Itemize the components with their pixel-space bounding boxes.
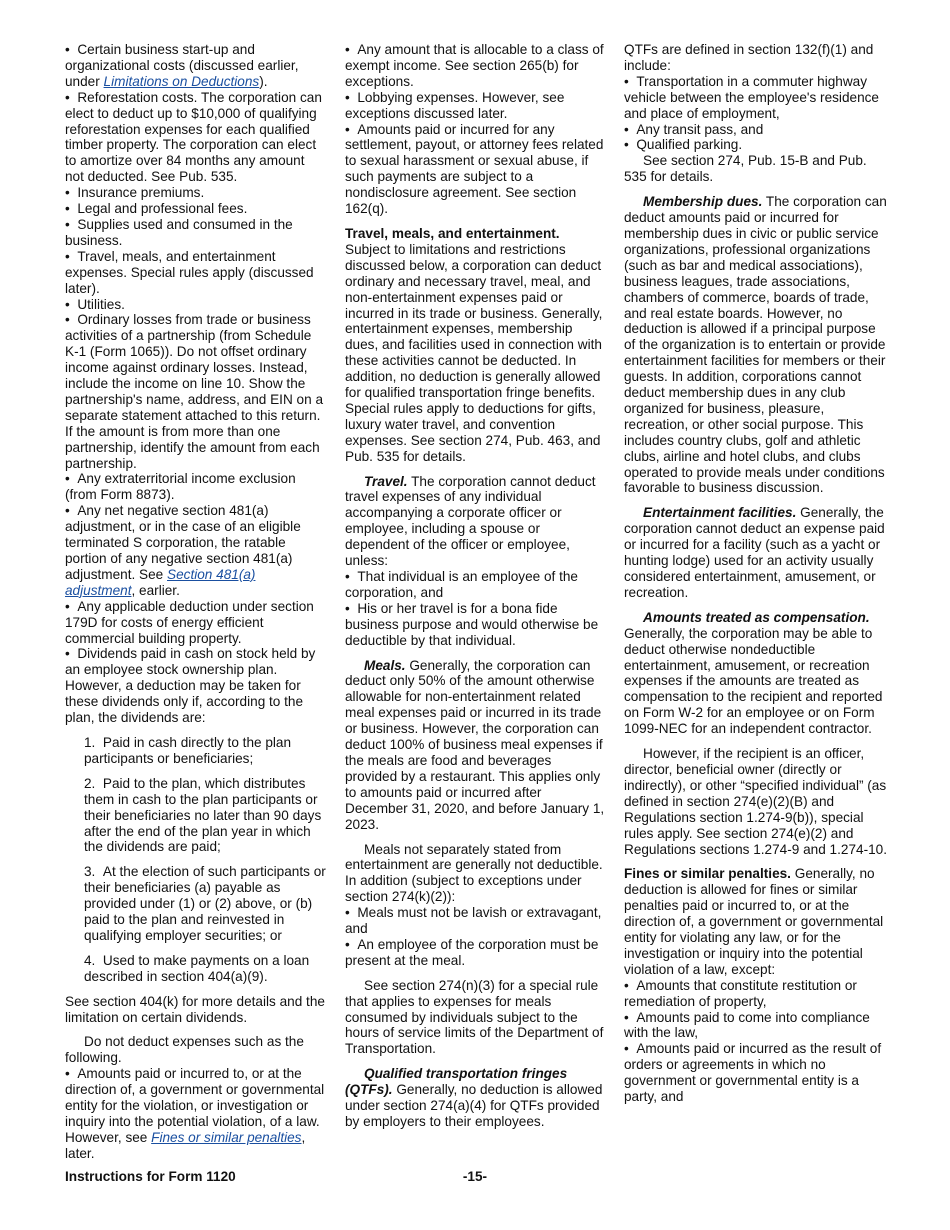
list-item: • Any amount that is allocable to a class of exempt income. See section 265(b) for exceptions. [345, 42, 607, 90]
numbered-item: 2. Paid to the plan, which distributes them in cash to the plan participants or their beneficiaries no later than 90 days after the end of the plan year in which the dividends are paid; [84, 775, 322, 855]
paragraph: QTFs are defined in section 132(f)(1) and include: [624, 42, 874, 73]
numbered-item: 3. At the election of such participants or their beneficiaries (a) payable as provided under (1) or (2) above, or (b) paid to the plan and reinvested in qualifying employer securities; or [84, 864, 326, 943]
list-item: • Certain business start-up and organizational costs (discussed earlier, under Limitations on Deductions). [65, 42, 327, 90]
list-item: • Amounts paid or incurred as the result of orders or agreements in which no government or governmental entity is a party, and [624, 1041, 888, 1105]
paragraph: See section 274(n)(3) for a special rule that applies to expenses for meals consumed by individuals subject to the hours of service limits of the Department of Transportation. [345, 977, 604, 1057]
list-item: • Amounts paid or incurred to, or at the direction of, a government or governmental entity for the violation, or investigation or inquiry into the potential violation, of a law. However, see Fines or similar penalties, later. [65, 1066, 327, 1161]
paragraph: Fines or similar penalties. Generally, no deduction is allowed for fines or similar penalties paid or incurred to, or at the direction of, a government or governmental entity for violating any law, or for the investigation or inquiry into the potential violation of a law, except: [624, 866, 884, 977]
list-item: • Transportation in a commuter highway vehicle between the employee's residence and place of employment, [624, 74, 888, 122]
list-item: • Amounts that constitute restitution or remediation of property, [624, 978, 888, 1010]
paragraph: Qualified transportation fringes (QTFs). Generally, no deduction is allowed under section 274(a)(4) for QTFs provided by employers to their employees. [345, 1066, 603, 1129]
page-number: -15- [462, 1169, 488, 1184]
list-item: • Legal and professional fees. [65, 201, 327, 217]
list-item: • An employee of the corporation must be present at the meal. [345, 937, 607, 969]
section-heading: Travel, meals, and entertainment. [345, 225, 560, 241]
list-item: • Amounts paid or incurred for any settlement, payout, or attorney fees related to sexual harassment or sexual abuse, if such payments are subject to a nondisclosure agreement. See section 162(q). [345, 122, 607, 217]
footer-title: Instructions for Form 1120 [65, 1169, 236, 1184]
list-item: • Any extraterritorial income exclusion (from Form 8873). [65, 471, 327, 503]
numbered-item: 4. Used to make payments on a loan described in section 404(a)(9). [84, 952, 310, 984]
section-heading: Amounts treated as compensation. [643, 609, 870, 625]
paragraph: Meals not separately stated from entertainment are generally not deductible. In addition (subject to exceptions under section 274(k)(2)): [345, 841, 603, 905]
list-item: • Any transit pass, and [624, 122, 888, 138]
list-item: • Reforestation costs. The corporation can elect to deduct up to $10,000 of qualifying reforestation expenses for each qualified timber property. The corporation can elect to amortize over 84 months any amount not deducted. See Pub. 535. [65, 90, 327, 185]
list-item: • Supplies used and consumed in the business. [65, 217, 327, 249]
list-item: • Any applicable deduction under section 179D for costs of energy efficient commercial building property. [65, 599, 327, 647]
paragraph: See section 274, Pub. 15-B and Pub. 535 for details. [624, 153, 867, 185]
list-item: • Insurance premiums. [65, 185, 327, 201]
paragraph: Do not deduct expenses such as the following. [65, 1034, 304, 1066]
paragraph: Meals. Generally, the corporation can deduct only 50% of the amount otherwise allowable for non-entertainment related meal expenses paid or incurred in its trade or business. However, the corporation can deduct 100% of business meal expenses if the meals are food and beverages provided by a restaurant. This applies only to amounts paid or incurred after December 31, 2020, and before January 1, 2023. [345, 657, 605, 832]
paragraph: Travel, meals, and entertainment. Subject to limitations and restrictions discussed below, a corporation can deduct ordinary and necessary travel, meal, and non-entertainment expenses paid or incurred in its trade or business. Generally, entertainment expenses, membership dues, and facilities used in connection with these activities cannot be deducted. In addition, no deduction is generally allowed for qualified transportation fringe benefits. Special rules apply to deductions for gifts, luxury water travel, and convention expenses. See section 274, Pub. 463, and Pub. 535 for details. [345, 225, 603, 464]
paragraph: Travel. The corporation cannot deduct travel expenses of any individual accompanying a corporate officer or employee, including a spouse or dependent of the officer or employee, unless: [345, 473, 596, 569]
paragraph: Amounts treated as compensation. Generally, the corporation may be able to deduct otherwise nondeductible entertainment, amusement, or recreation expenses if the amounts are treated as compensation to the recipient and reported on Form W-2 for an employee or on Form 1099-NEC for an independent contractor. [624, 609, 883, 737]
fines-link[interactable]: Fines or similar penalties [151, 1129, 302, 1145]
section-481a-link[interactable]: Section 481(a) adjustment [65, 566, 256, 598]
list-item: • Utilities. [65, 297, 327, 313]
section-heading: Entertainment facilities. [643, 505, 797, 521]
limitations-on-deductions-link[interactable]: Limitations on Deductions [103, 73, 260, 89]
section-heading: Travel. [364, 473, 408, 489]
section-heading: Fines or similar penalties. [624, 866, 791, 882]
list-item: • Travel, meals, and entertainment expenses. Special rules apply (discussed later). [65, 249, 327, 297]
column-right [624, 42, 888, 1105]
numbered-item: 1. Paid in cash directly to the plan participants or beneficiaries; [84, 734, 292, 766]
paragraph: Membership dues. The corporation can deduct amounts paid or incurred for membership dues in civic or public service organizations, professional organizations (such as bar and medical associations), business leagues, trade associations, chambers of commerce, boards of trade, and real estate boards. However, no deduction is allowed if a principal purpose of the organization is to entertain or provide entertainment facilities for members or their guests. In addition, corporations cannot deduct membership dues in any club organized for business, pleasure, recreation, or other social purpose. This includes country clubs, golf and athletic clubs, airline and hotel clubs, and clubs operated to provide meals under conditions favorable to business discussion. [624, 194, 887, 496]
column-left [65, 42, 327, 1162]
list-item: • Any net negative section 481(a) adjustment, or in the case of an eligible terminated S corporation, the ratable portion of any negative section 481(a) adjustment. See Section 481(a) adjustment, earlier. [65, 503, 327, 598]
list-item: • Lobbying expenses. However, see exceptions discussed later. [345, 90, 607, 122]
section-heading: Membership dues. [643, 194, 763, 210]
column-middle [345, 42, 607, 1130]
list-item: • That individual is an employee of the corporation, and [345, 569, 607, 601]
list-item: • Qualified parking. [624, 137, 888, 153]
list-item: • Meals must not be lavish or extravagant, and [345, 905, 607, 937]
list-item: • Amounts paid to come into compliance with the law, [624, 1010, 888, 1042]
paragraph: See section 404(k) for more details and the limitation on certain dividends. [65, 993, 325, 1025]
section-heading: Meals. [364, 657, 406, 673]
paragraph: Entertainment facilities. Generally, the corporation cannot deduct an expense paid or incurred for a facility (such as a yacht or hunting lodge) used for an activity usually considered entertainment, amusement, or recreation. [624, 505, 885, 600]
paragraph: However, if the recipient is an officer, director, beneficial owner (directly or indirectly), or other “specified individual” (as defined in section 274(e)(2)(B) and Regulations section 1.274-9(b)), special rules apply. See section 274(e)(2) and Regulations sections 1.274-9 and 1.274-10. [624, 746, 887, 857]
list-item: • Ordinary losses from trade or business activities of a partnership (from Schedule K-1 (Form 1065)). Do not offset ordinary income against ordinary losses. Instead, include the income on line 10. Show the partnership's name, address, and EIN on a separate statement attached to this return. If the amount is from more than one partnership, identify the amount from each partnership. [65, 312, 327, 471]
list-item: • His or her travel is for a bona fide business purpose and would otherwise be deductible by that individual. [345, 601, 607, 649]
section-heading: Qualified transportation fringes (QTFs). [345, 1066, 568, 1098]
list-item: • Dividends paid in cash on stock held by an employee stock ownership plan. However, a deduction may be taken for these dividends only if, according to the plan, the dividends are: [65, 646, 327, 726]
